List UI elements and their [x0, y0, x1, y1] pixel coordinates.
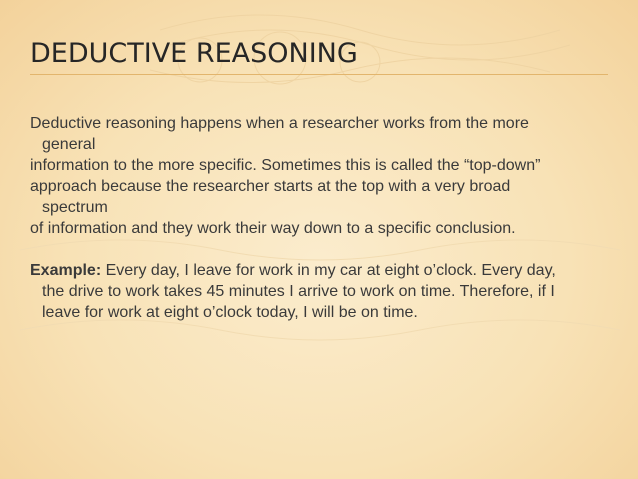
- slide-body: [30, 113, 620, 323]
- slide-title: DEDUCTIVE REASONING: [30, 38, 358, 69]
- paragraph-line: general: [42, 136, 96, 153]
- paragraph-gap: [30, 239, 620, 260]
- title-underline: [30, 74, 608, 75]
- example-label: Example:: [30, 262, 102, 279]
- paragraph-line: spectrum: [42, 199, 108, 216]
- example-line: the drive to work takes 45 minutes I arrive to work on time. Therefore, if I: [42, 283, 555, 300]
- paragraph-line: information to the more specific. Sometimes this is called the “top-down”: [30, 157, 541, 174]
- example-text: Every day, I leave for work in my car at eight o’clock. Every day,: [101, 262, 556, 279]
- paragraph-line: Deductive reasoning happens when a researcher works from the more: [30, 115, 529, 132]
- paragraph-line: of information and they work their way down to a specific conclusion.: [30, 220, 516, 237]
- example-line: leave for work at eight o’clock today, I will be on time.: [42, 304, 418, 321]
- example-line: [30, 260, 620, 281]
- paragraph-line: approach because the researcher starts at the top with a very broad: [30, 178, 511, 195]
